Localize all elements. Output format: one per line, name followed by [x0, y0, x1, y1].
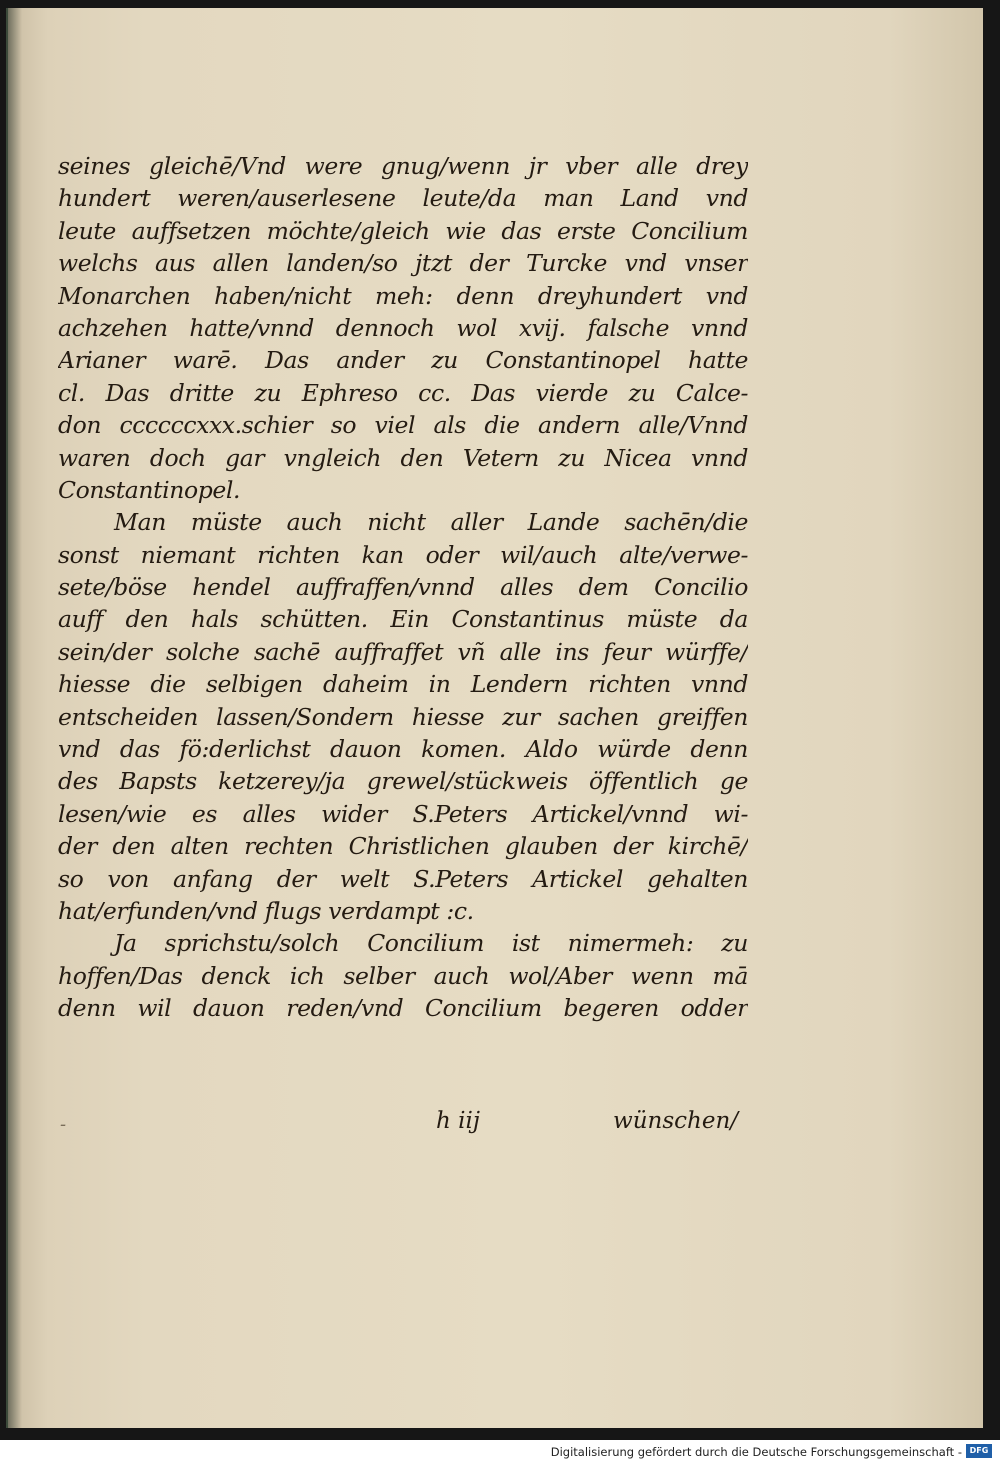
page-footer-line	[58, 1108, 748, 1142]
text-line: vnd das fö:derlichst dauon komen. Aldo würde denn	[58, 735, 748, 764]
text-line: waren doch gar vngleich den Vetern zu Nicea vnnd	[58, 443, 748, 472]
text-line: lesen/wie es alles wider S.Peters Artickel/vnnd wi-	[58, 799, 748, 828]
text-line: denn wil dauon reden/vnd Concilium begeren odder	[58, 994, 748, 1023]
text-line: auff den hals schütten. Ein Constantinus müste da	[58, 605, 748, 634]
text-line: don ccccccxxx.schier so viel als die andern alle/Vnnd	[58, 411, 748, 440]
dfg-logo-icon[interactable]: DFG	[966, 1444, 992, 1458]
catchword: wünschen/	[613, 1108, 738, 1134]
text-line: hundert weren/auserlesene leute/da man Land vnd	[58, 184, 748, 213]
signature-mark: h iij	[436, 1108, 480, 1134]
text-line: so von anfang der welt S.Peters Artickel gehalten	[58, 864, 748, 893]
page-text-block	[58, 150, 748, 1025]
text-line: des Bapsts ketzerey/ja grewel/stückweis öffentlich ge	[58, 767, 748, 796]
page-binding-edge	[8, 8, 22, 1428]
text-line: Monarchen haben/nicht meh: denn dreyhundert vnd	[58, 281, 748, 310]
text-line: leute auffsetzen möchte/gleich wie das erste Concilium	[58, 216, 748, 245]
text-line: seines gleichē/Vnd were gnug/wenn jr vber alle drey	[58, 152, 748, 180]
text-line: entscheiden lassen/Sondern hiesse zur sachen greiffen	[58, 702, 748, 731]
text-line: der den alten rechten Christlichen glauben der kirchē/	[58, 832, 748, 861]
text-line: hiesse die selbigen daheim in Lendern richten vnnd	[58, 670, 748, 699]
text-line: achzehen hatte/vnnd dennoch wol xvij. falsche vnnd	[58, 313, 748, 342]
text-line: sete/böse hendel auffraffen/vnnd alles dem Concilio	[58, 573, 748, 602]
credit-text: Digitalisierung gefördert durch die Deutsche Forschungsgemeinschaft -	[550, 1445, 962, 1459]
paragraph-start-line: Ja sprichstu/solch Concilium ist nimermeh: zu	[114, 929, 748, 958]
paragraph-start-line: Man müste auch nicht aller Lande sachēn/die	[114, 508, 748, 537]
digitization-credit-bar	[0, 1440, 1000, 1463]
text-line: hat/erfunden/vnd flugs verdampt :c.	[58, 896, 474, 925]
text-line: sonst niemant richten kan oder wil/auch alte/verwe-	[58, 540, 748, 569]
text-line: cl. Das dritte zu Ephreso cc. Das vierde zu Calce-	[58, 378, 748, 407]
text-line: sein/der solche sachē auffraffet vñ alle ins feur würffe/	[58, 637, 748, 666]
margin-mark: -	[60, 1114, 67, 1135]
text-line: welchs aus allen landen/so jtzt der Turcke vnd vnser	[58, 249, 748, 278]
text-line: Arianer warē. Das ander zu Constantinopel hatte	[58, 346, 748, 375]
text-line: hoffen/Das denck ich selber auch wol/Aber wenn mā	[58, 961, 748, 990]
text-line: Constantinopel.	[58, 475, 241, 504]
